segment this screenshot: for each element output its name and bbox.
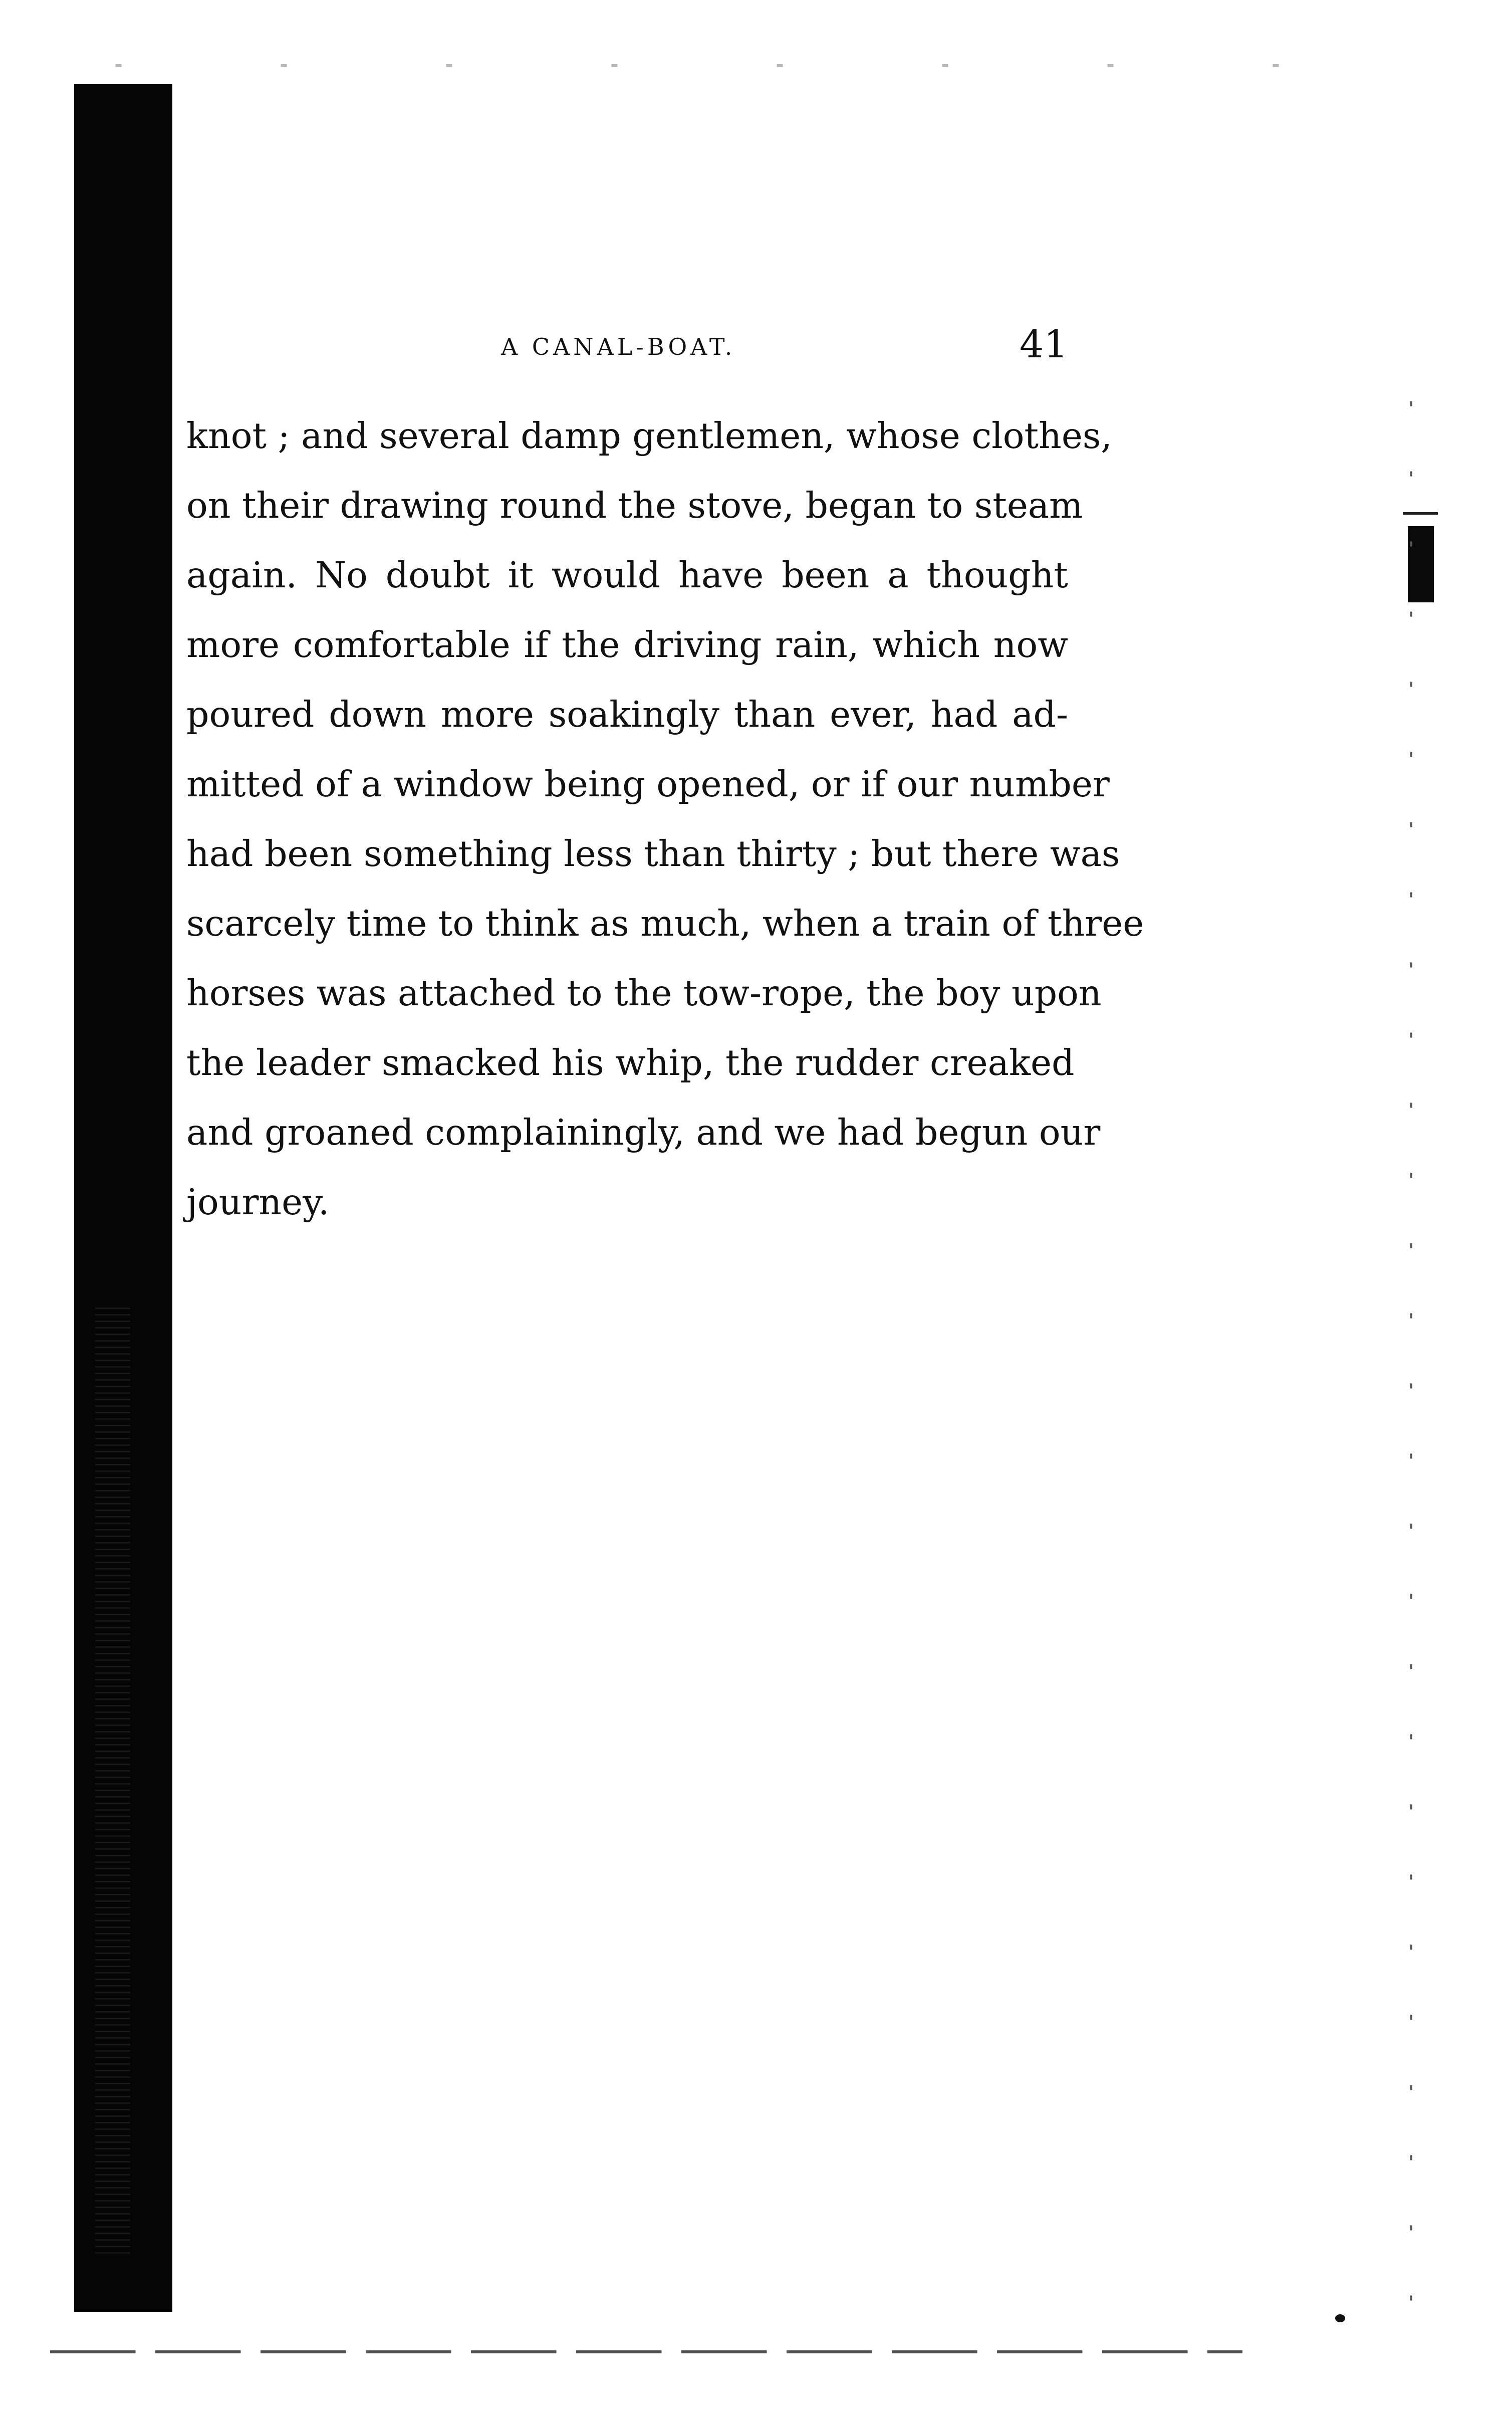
text-line: and groaned complainingly, and we had begun our xyxy=(186,1112,1101,1153)
text-line: mitted of a window being opened, or if our number xyxy=(186,763,1110,805)
text-line: knot ; and several damp gentlemen, whose clothes, xyxy=(186,415,1112,457)
text-line: journey. xyxy=(186,1181,330,1223)
running-head: A CANAL-BOAT. xyxy=(501,333,736,360)
text-line: more comfortable if the driving rain, which now xyxy=(186,624,1068,666)
text-line: again. No doubt it would have been a thought xyxy=(186,554,1068,596)
text-line: horses was attached to the tow-rope, the boy upon xyxy=(186,972,1102,1014)
bottom-ink-blot xyxy=(1335,2314,1345,2322)
top-edge-specks xyxy=(45,64,1408,67)
right-edge-specks xyxy=(1410,371,1412,2350)
text-line: had been something less than thirty ; but there was xyxy=(186,833,1120,874)
text-line: the leader smacked his whip, the rudder creaked xyxy=(186,1042,1075,1083)
page-number: 41 xyxy=(1020,322,1068,366)
right-edge-rule xyxy=(1403,512,1438,515)
text-line: on their drawing round the stove, began to steam xyxy=(186,485,1083,526)
bottom-edge-rule xyxy=(50,2350,1242,2353)
text-line: poured down more soakingly than ever, had ad- xyxy=(186,694,1068,735)
body-text xyxy=(186,401,1144,1237)
spine-texture xyxy=(95,1303,130,2255)
text-line: scarcely time to think as much, when a train of three xyxy=(186,903,1144,944)
